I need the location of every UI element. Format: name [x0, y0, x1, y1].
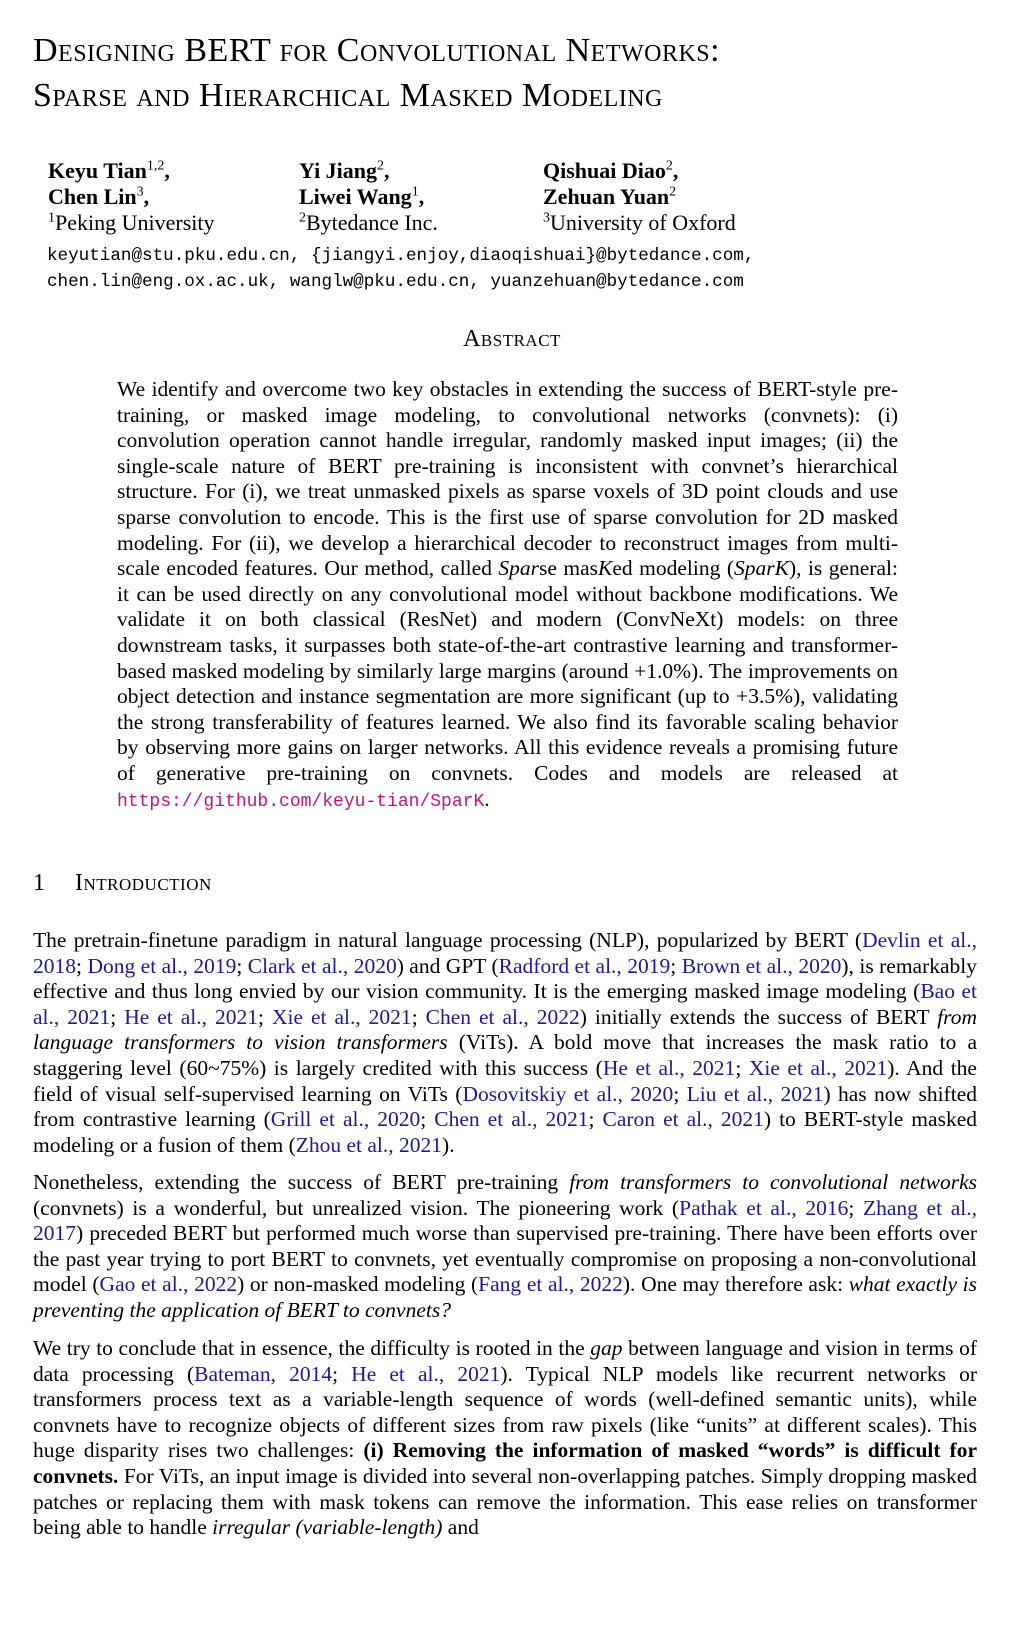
title-line-2: Sparse and Hierarchical Masked Modeling — [33, 77, 663, 114]
email-line-1: keyutian@stu.pku.edu.cn, {jiangyi.enjoy,diaoqishuai}@bytedance.com, — [47, 246, 755, 266]
citation-link[interactable]: Chen et al., 2022 — [425, 1004, 580, 1029]
method-name-italic: Spar — [498, 556, 540, 581]
citation-link[interactable]: Dosovitskiy et al., 2020 — [462, 1081, 674, 1106]
affiliation-name: Peking University — [55, 210, 215, 235]
citation-link[interactable]: Grill et al., 2020 — [270, 1107, 421, 1132]
citation-link[interactable]: Gao et al., 2022 — [99, 1272, 238, 1297]
research-question: what exactly is preventing the application of BERT to convnets? — [33, 1272, 977, 1322]
code-repository-link[interactable]: https://github.com/keyu-tian/SparK — [117, 791, 485, 812]
author-affiliation-mark: 2 — [669, 184, 677, 200]
author-name: Chen Lin — [48, 184, 137, 209]
author-name: Qishuai Diao — [543, 158, 666, 183]
affiliation-name: University of Oxford — [550, 210, 736, 235]
author-affiliation-mark: 2 — [377, 158, 385, 174]
author-emails — [47, 243, 1007, 295]
affiliation-name: Bytedance Inc. — [306, 210, 438, 235]
paper-title — [33, 28, 1003, 118]
citation-link[interactable]: Xie et al., 2021 — [271, 1004, 412, 1029]
affiliation-mark: 2 — [299, 210, 306, 226]
author-column-1: Keyu Tian$^{1,2}$, Chen Lin$^3$, $^1$Peking University — [48, 158, 215, 235]
citation-link[interactable]: Zhou et al., 2021 — [295, 1132, 443, 1157]
citation-link[interactable]: Chen et al., 2021 — [434, 1107, 589, 1132]
affiliation-mark: 3 — [543, 210, 550, 226]
citation-link[interactable]: He et al., 2021 — [602, 1055, 736, 1080]
sparK-abbrev: SparK — [733, 556, 789, 581]
author-name: Liwei Wang — [299, 184, 412, 209]
author-column-2: Yi Jiang$^2$, Liwei Wang$^1$, $^2$Bytedance Inc. — [299, 158, 438, 235]
section-title: Introduction — [75, 870, 212, 896]
author-name: Keyu Tian — [48, 158, 147, 183]
email-line-2: chen.lin@eng.ox.ac.uk, wanglw@pku.edu.cn, yuanzehuan@bytedance.com — [47, 272, 744, 292]
citation-link[interactable]: Fang et al., 2022 — [478, 1272, 623, 1297]
citation-link[interactable]: Devlin et al., 2018 — [33, 928, 977, 978]
section-number: 1 — [33, 870, 46, 896]
citation-link[interactable]: He et al., 2021 — [124, 1004, 258, 1029]
abstract-body: We identify and overcome two key obstacles in extending the success of BERT-style pre-training, or masked image modeling, to convolutional networks (convnets): (i) convolution operation cannot handle irregular, randomly masked input images; (ii) the single-scale nature of BERT pre-training is inconsistent with convnet’s hierarchical structure. For (i), we treat unmasked pixels as sparse voxels of 3D point clouds and use sparse convolution to encode. This is the first use of sparse convolution for 2D masked modeling. For (ii), we develop a hierarchical decoder to reconstruct images from multi-scale encoded features. Our method, called Sparse masKed modeling (SparK), is general: it can be used directly on any convolutional model without backbone modifications. We validate it on both classical (ResNet) and modern (ConvNeXt) models: on three downstream tasks, it surpasses both state-of-the-art contrastive learning and transformer-based masked modeling by similarly large margins (around +1.0%). The improvements on object detection and instance segmentation are more significant (up to +3.5%), validating the strong transferability of features learned. We also find its favorable scaling behavior by observing more gains on larger networks. All this evidence reveals a promising future of generative pre-training on convnets. Codes and models are released at https://github.com/keyu-tian/SparK. — [117, 377, 898, 812]
author-affiliation-mark: 2 — [665, 158, 673, 174]
section-heading — [33, 870, 933, 897]
citation-link[interactable]: Brown et al., 2020 — [681, 953, 842, 978]
citation-link[interactable]: Dong et al., 2019 — [87, 953, 237, 978]
author-name: Yi Jiang — [299, 158, 378, 183]
citation-link[interactable]: Xie et al., 2021 — [748, 1055, 888, 1080]
author-name: Zehuan Yuan — [543, 184, 670, 209]
intro-paragraph-3: We try to conclude that in essence, the difficulty is rooted in the gap between language and vision in terms of data processing (Bateman, 2014; He et al., 2021). Typical NLP models like recurrent networks or transformers process text as a variable-length sequence of words (well-defined semantic units), while convnets have to recognize objects of different sizes from raw pixels (like “units” at different scales). This huge disparity rises two challenges: (i) Removing the information of masked “words” is difficult for convnets. For ViTs, an input image is divided into several non-overlapping patches. Simply dropping masked patches or replacing them with mask tokens can remove the information. This ease relies on transformer being able to handle irregular (variable-length) and — [33, 1336, 977, 1540]
author-affiliation-mark: 1 — [411, 184, 419, 200]
author-column-3: Qishuai Diao$^2$, Zehuan Yuan$^2$ $^3$University of Oxford — [543, 158, 736, 235]
intro-paragraph-1: The pretrain-finetune paradigm in natural language processing (NLP), popularized by BERT (Devlin et al., 2018; Dong et al., 2019; Clark et al., 2020) and GPT (Radford et al., 2019; Brown et al., 2020), is remarkably effective and thus long envied by our vision community. It is the emerging masked image modeling (Bao et al., 2021; He et al., 2021; Xie et al., 2021; Chen et al., 2022) initially extends the success of BERT from language transformers to vision transformers (ViTs). A bold move that increases the mask ratio to a staggering level (60~75%) is largely credited with this success (He et al., 2021; Xie et al., 2021). And the field of visual self-supervised learning on ViTs (Dosovitskiy et al., 2020; Liu et al., 2021) has now shifted from contrastive learning (Grill et al., 2020; Chen et al., 2021; Caron et al., 2021) to BERT-style masked modeling or a fusion of them (Zhou et al., 2021). — [33, 928, 978, 1157]
citation-link[interactable]: He et al., 2021 — [351, 1361, 501, 1386]
citation-link[interactable]: Zhang et al., 2017 — [33, 1195, 977, 1246]
title-line-1: Designing BERT for Convolutional Networks: — [33, 32, 721, 69]
citation-link[interactable]: Pathak et al., 2016 — [679, 1195, 849, 1220]
citation-link[interactable]: Clark et al., 2020 — [247, 953, 397, 978]
citation-link[interactable]: Caron et al., 2021 — [602, 1107, 764, 1132]
affiliation-mark: 1 — [48, 210, 55, 226]
author-affiliation-mark: 3 — [136, 184, 144, 200]
citation-link[interactable]: Liu et al., 2021 — [686, 1081, 824, 1106]
citation-link[interactable]: Bateman, 2014 — [194, 1361, 333, 1386]
citation-link[interactable]: Radford et al., 2019 — [498, 953, 671, 978]
citation-link[interactable]: Bao et al., 2021 — [33, 979, 977, 1029]
challenge-one-bold: (i) Removing the information of masked “words” is difficult for convnets. — [33, 1438, 977, 1488]
abstract-heading: Abstract — [463, 326, 561, 352]
intro-paragraph-2: Nonetheless, extending the success of BERT pre-training from transformers to convolutional networks (convnets) is a wonderful, but unrealized vision. The pioneering work (Pathak et al., 2016; Zhang et al., 2017) preceded BERT but performed much worse than supervised pre-training. There have been efforts over the past year trying to port BERT to convnets, yet eventually compromise on proposing a non-convolutional model (Gao et al., 2022) or non-masked modeling (Fang et al., 2022). One may therefore ask: what exactly is preventing the application of BERT to convnets? — [33, 1170, 977, 1322]
author-affiliation-mark: 1,2 — [146, 158, 165, 174]
